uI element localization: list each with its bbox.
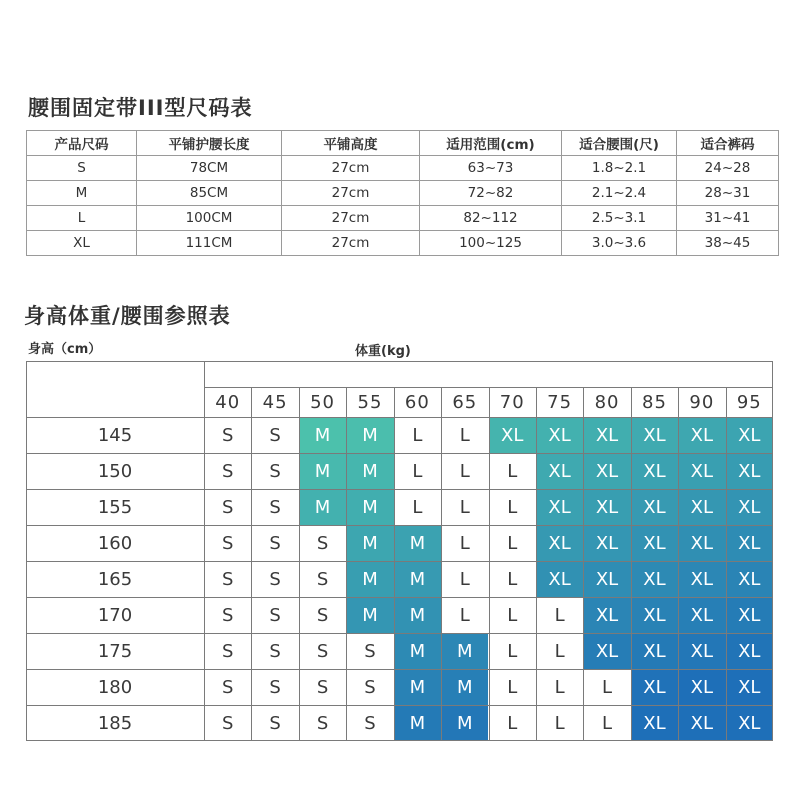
size-cell: XL xyxy=(726,489,773,525)
grid-line xyxy=(251,387,252,741)
cell-size: M xyxy=(27,181,137,206)
size-cell: XL xyxy=(583,597,630,633)
cell-size: S xyxy=(27,156,137,181)
size-cell: S xyxy=(316,712,329,734)
size-table xyxy=(26,130,779,256)
size-cell: M xyxy=(346,597,393,633)
grid-line xyxy=(26,705,773,706)
size-cell: XL xyxy=(678,561,725,597)
size-cell: XL xyxy=(536,453,583,489)
weight-label: 95 xyxy=(736,391,762,413)
size-cell: S xyxy=(364,676,376,698)
cell-pants: 31~41 xyxy=(677,206,779,231)
cell-size: XL xyxy=(27,231,137,256)
size-cell: M xyxy=(299,417,346,453)
size-cell: S xyxy=(221,460,234,482)
cell-length: 100CM xyxy=(137,206,282,231)
size-cell: L xyxy=(507,460,518,482)
size-cell: S xyxy=(316,676,329,698)
size-cell: S xyxy=(221,496,234,518)
size-cell: S xyxy=(221,424,234,446)
weight-label: 60 xyxy=(404,391,430,413)
size-cell: M xyxy=(441,669,488,705)
size-cell: S xyxy=(269,640,281,662)
size-cell: XL xyxy=(678,525,725,561)
grid-line xyxy=(26,361,773,362)
height-label: 160 xyxy=(97,532,133,554)
height-label: 180 xyxy=(97,676,133,698)
weight-label: 55 xyxy=(357,391,383,413)
cell-range: 82~112 xyxy=(420,206,562,231)
cell-waist: 1.8~2.1 xyxy=(562,156,677,181)
size-cell: S xyxy=(269,460,281,482)
weight-axis-label: 体重(kg) xyxy=(355,344,411,359)
size-cell: M xyxy=(441,705,488,741)
cell-pants: 24~28 xyxy=(677,156,779,181)
size-cell: XL xyxy=(583,489,630,525)
size-cell: XL xyxy=(536,525,583,561)
size-cell: XL xyxy=(631,597,678,633)
size-cell: L xyxy=(459,532,470,554)
cell-length: 85CM xyxy=(137,181,282,206)
cell-height: 27cm xyxy=(282,231,420,256)
cell-range: 63~73 xyxy=(420,156,562,181)
cell-pants: 28~31 xyxy=(677,181,779,206)
size-cell: S xyxy=(269,712,281,734)
size-cell: XL xyxy=(631,417,678,453)
size-cell: L xyxy=(602,676,613,698)
size-cell: S xyxy=(269,532,281,554)
grid-line xyxy=(772,361,773,741)
header-product-size: 产品尺码 xyxy=(27,131,137,156)
size-cell: L xyxy=(459,496,470,518)
weight-label: 80 xyxy=(594,391,620,413)
table-row xyxy=(27,181,779,206)
size-cell: XL xyxy=(536,417,583,453)
size-cell: M xyxy=(394,561,441,597)
size-cell: M xyxy=(346,525,393,561)
grid-line xyxy=(26,561,773,562)
size-cell: XL xyxy=(489,417,536,453)
grid-line xyxy=(489,387,490,741)
height-label: 150 xyxy=(97,460,133,482)
height-label: 170 xyxy=(97,604,133,626)
size-cell: XL xyxy=(583,633,630,669)
size-cell: XL xyxy=(726,597,773,633)
size-cell: L xyxy=(459,604,470,626)
size-cell: XL xyxy=(726,705,773,741)
size-cell: XL xyxy=(631,489,678,525)
cell-height: 27cm xyxy=(282,181,420,206)
size-cell: S xyxy=(221,640,234,662)
size-cell: M xyxy=(346,489,393,525)
grid-line xyxy=(26,740,773,741)
cell-waist: 3.0~3.6 xyxy=(562,231,677,256)
size-cell: S xyxy=(364,712,376,734)
height-label: 165 xyxy=(97,568,133,590)
weight-label: 75 xyxy=(547,391,573,413)
size-cell: XL xyxy=(536,489,583,525)
size-cell: XL xyxy=(726,453,773,489)
grid-line xyxy=(726,387,727,741)
grid-line xyxy=(536,387,537,741)
size-cell: XL xyxy=(678,705,725,741)
size-chart-grid xyxy=(26,361,773,741)
size-cell: S xyxy=(269,424,281,446)
size-cell: L xyxy=(507,568,518,590)
table-row xyxy=(27,156,779,181)
grid-line xyxy=(26,361,27,741)
size-cell: XL xyxy=(583,561,630,597)
size-cell: XL xyxy=(631,705,678,741)
weight-label: 40 xyxy=(215,391,241,413)
size-cell: L xyxy=(554,640,565,662)
grid-line xyxy=(299,387,300,741)
cell-pants: 38~45 xyxy=(677,231,779,256)
size-cell: XL xyxy=(631,633,678,669)
size-cell: L xyxy=(507,496,518,518)
size-cell: M xyxy=(299,453,346,489)
weight-label: 45 xyxy=(262,391,288,413)
height-label: 145 xyxy=(97,424,133,446)
cell-waist: 2.5~3.1 xyxy=(562,206,677,231)
size-cell: S xyxy=(316,640,329,662)
size-table-header-row xyxy=(27,131,779,156)
grid-line xyxy=(26,453,773,454)
grid-line xyxy=(26,669,773,670)
grid-line xyxy=(441,387,442,741)
height-label: 185 xyxy=(97,712,133,734)
size-cell: L xyxy=(412,460,423,482)
size-cell: S xyxy=(364,640,376,662)
size-cell: L xyxy=(412,424,423,446)
cell-height: 27cm xyxy=(282,156,420,181)
size-cell: L xyxy=(412,496,423,518)
size-cell: XL xyxy=(678,597,725,633)
size-cell: XL xyxy=(678,633,725,669)
cell-length: 111CM xyxy=(137,231,282,256)
weight-label: 50 xyxy=(310,391,335,413)
size-cell: L xyxy=(459,424,470,446)
cell-waist: 2.1~2.4 xyxy=(562,181,677,206)
grid-line xyxy=(631,387,632,741)
size-cell: XL xyxy=(631,561,678,597)
size-cell: XL xyxy=(631,453,678,489)
height-label: 175 xyxy=(97,640,133,662)
size-cell: XL xyxy=(678,417,725,453)
grid-line xyxy=(346,387,347,741)
weight-label: 65 xyxy=(452,391,478,413)
size-cell: S xyxy=(269,568,281,590)
size-cell: XL xyxy=(583,453,630,489)
grid-line xyxy=(26,525,773,526)
size-cell: M xyxy=(394,525,441,561)
size-cell: L xyxy=(507,640,518,662)
height-weight-chart-title: 身高体重/腰围参照表 xyxy=(24,304,231,328)
header-waist-chi: 适合腰围(尺) xyxy=(562,131,677,156)
grid-line xyxy=(583,387,584,741)
size-cell: L xyxy=(507,532,518,554)
size-cell: S xyxy=(316,532,329,554)
cell-length: 78CM xyxy=(137,156,282,181)
size-cell: XL xyxy=(583,525,630,561)
header-fit-range: 适用范围(cm) xyxy=(420,131,562,156)
size-cell: M xyxy=(394,597,441,633)
size-cell: M xyxy=(394,705,441,741)
weight-label: 70 xyxy=(499,391,525,413)
size-cell: XL xyxy=(726,561,773,597)
size-cell: L xyxy=(602,712,613,734)
size-cell: XL xyxy=(726,633,773,669)
size-cell: L xyxy=(507,604,518,626)
size-cell: S xyxy=(221,676,234,698)
size-cell: L xyxy=(507,676,518,698)
size-cell: S xyxy=(221,604,234,626)
cell-range: 100~125 xyxy=(420,231,562,256)
size-cell: S xyxy=(316,604,329,626)
header-flat-height: 平铺高度 xyxy=(282,131,420,156)
header-pant-size: 适合裤码 xyxy=(677,131,779,156)
size-cell: XL xyxy=(583,417,630,453)
size-cell: L xyxy=(459,460,470,482)
size-cell: XL xyxy=(726,417,773,453)
size-cell: XL xyxy=(631,525,678,561)
grid-line xyxy=(204,361,205,741)
size-cell: XL xyxy=(678,669,725,705)
size-table-title: 腰围固定带III型尺码表 xyxy=(28,96,253,120)
size-cell: XL xyxy=(536,561,583,597)
grid-line xyxy=(26,417,773,418)
size-cell: M xyxy=(346,561,393,597)
size-cell: M xyxy=(346,453,393,489)
size-cell: S xyxy=(221,532,234,554)
grid-line xyxy=(26,489,773,490)
size-cell: L xyxy=(507,712,518,734)
grid-line xyxy=(394,387,395,741)
size-cell: L xyxy=(554,676,565,698)
table-row xyxy=(27,231,779,256)
cell-range: 72~82 xyxy=(420,181,562,206)
size-cell: XL xyxy=(726,525,773,561)
table-row xyxy=(27,206,779,231)
size-cell: S xyxy=(269,676,281,698)
size-cell: M xyxy=(299,489,346,525)
size-cell: L xyxy=(554,604,565,626)
size-cell: M xyxy=(441,633,488,669)
size-cell: S xyxy=(316,568,329,590)
height-label: 155 xyxy=(97,496,133,518)
size-cell: S xyxy=(221,568,234,590)
size-cell: S xyxy=(269,496,281,518)
header-flat-length: 平铺护腰长度 xyxy=(137,131,282,156)
size-cell: L xyxy=(459,568,470,590)
size-cell: XL xyxy=(726,669,773,705)
size-cell: S xyxy=(221,712,234,734)
grid-line xyxy=(26,633,773,634)
weight-label: 90 xyxy=(689,391,715,413)
size-cell: XL xyxy=(678,489,725,525)
grid-line xyxy=(678,387,679,741)
height-axis-label: 身高（cm） xyxy=(28,342,102,357)
grid-line xyxy=(26,597,773,598)
cell-height: 27cm xyxy=(282,206,420,231)
cell-size: L xyxy=(27,206,137,231)
size-cell: S xyxy=(269,604,281,626)
size-cell: M xyxy=(394,669,441,705)
size-cell: XL xyxy=(631,669,678,705)
size-cell: M xyxy=(346,417,393,453)
size-cell: L xyxy=(554,712,565,734)
size-cell: M xyxy=(394,633,441,669)
size-cell: XL xyxy=(678,453,725,489)
weight-label: 85 xyxy=(642,391,667,413)
